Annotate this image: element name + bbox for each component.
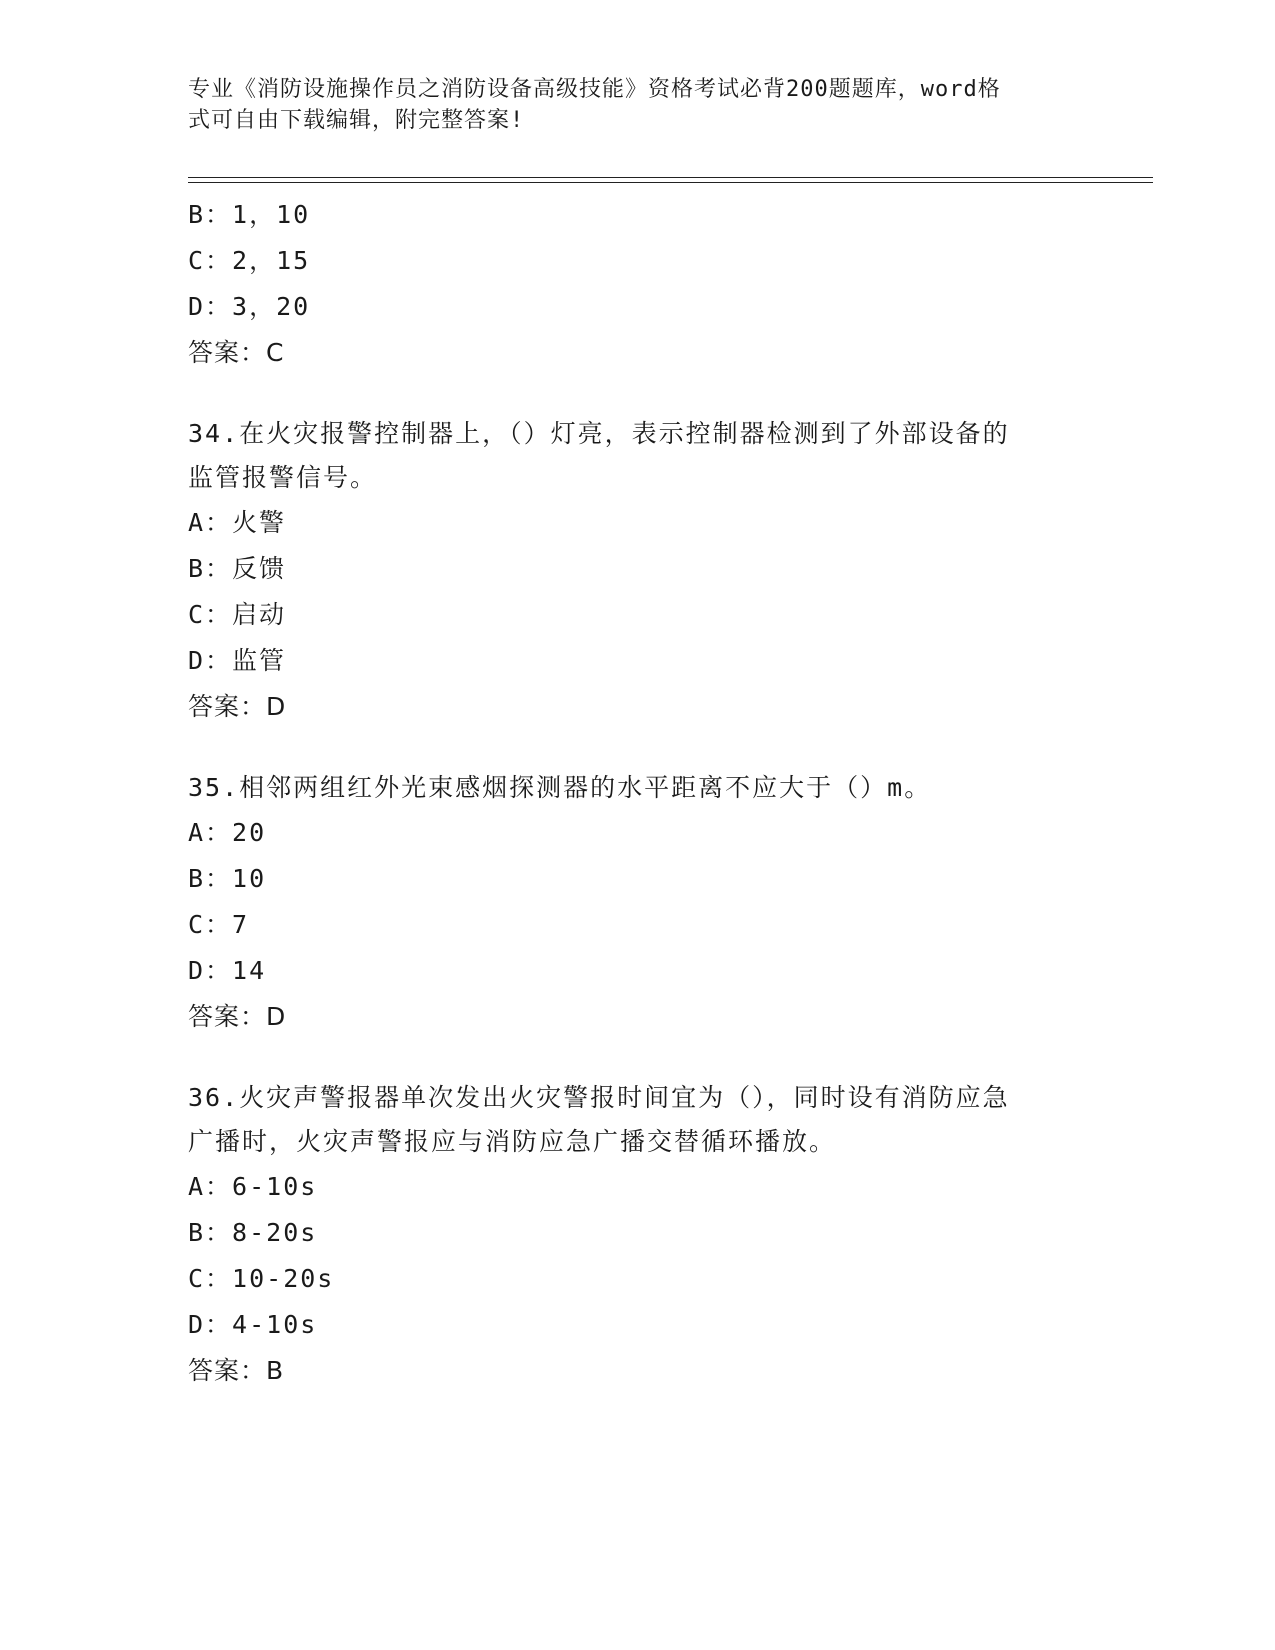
option-b: B：10 <box>188 864 267 893</box>
question-35 <box>188 766 1088 1040</box>
option-a: A：6-10s <box>188 1172 318 1201</box>
option-a: A：20 <box>188 818 267 847</box>
answer: 答案：D <box>188 1002 287 1031</box>
answer: 答案：B <box>188 1356 285 1385</box>
header-divider-bottom <box>188 182 1153 183</box>
option-d: D：3，20 <box>188 292 311 321</box>
header-divider-top <box>188 177 1153 178</box>
header-line-1: 专业《消防设施操作员之消防设备高级技能》资格考试必背200题题库，word格 <box>188 77 1001 102</box>
document-header <box>188 74 1068 136</box>
option-d: D：4-10s <box>188 1310 318 1339</box>
option-b: B：反馈 <box>188 554 287 583</box>
question-text-line-1: 36.火灾声警报器单次发出火灾警报时间宜为（），同时设有消防应急 <box>188 1083 1010 1112</box>
option-c: C：7 <box>188 910 250 939</box>
option-d: D：监管 <box>188 646 287 675</box>
option-b: B：1，10 <box>188 200 311 229</box>
question-36 <box>188 1076 1088 1394</box>
option-a: A：火警 <box>188 508 287 537</box>
answer: 答案：D <box>188 692 287 721</box>
question-34 <box>188 412 1088 730</box>
question-text-line-1: 35.相邻两组红外光束感烟探测器的水平距离不应大于（）m。 <box>188 773 932 802</box>
question-text-line-1: 34.在火灾报警控制器上，（）灯亮，表示控制器检测到了外部设备的 <box>188 419 1010 448</box>
question-text-line-2: 监管报警信号。 <box>188 463 378 492</box>
option-c: C：2，15 <box>188 246 311 275</box>
document-body <box>188 192 1088 1394</box>
header-line-2: 式可自由下载编辑，附完整答案! <box>188 108 525 133</box>
question-text-line-2: 广播时，火灾声警报应与消防应急广播交替循环播放。 <box>188 1127 837 1156</box>
option-d: D：14 <box>188 956 267 985</box>
option-b: B：8-20s <box>188 1218 318 1247</box>
answer: 答案：C <box>188 338 285 367</box>
option-c: C：10-20s <box>188 1264 335 1293</box>
partial-question <box>188 192 1088 376</box>
option-c: C：启动 <box>188 600 287 629</box>
